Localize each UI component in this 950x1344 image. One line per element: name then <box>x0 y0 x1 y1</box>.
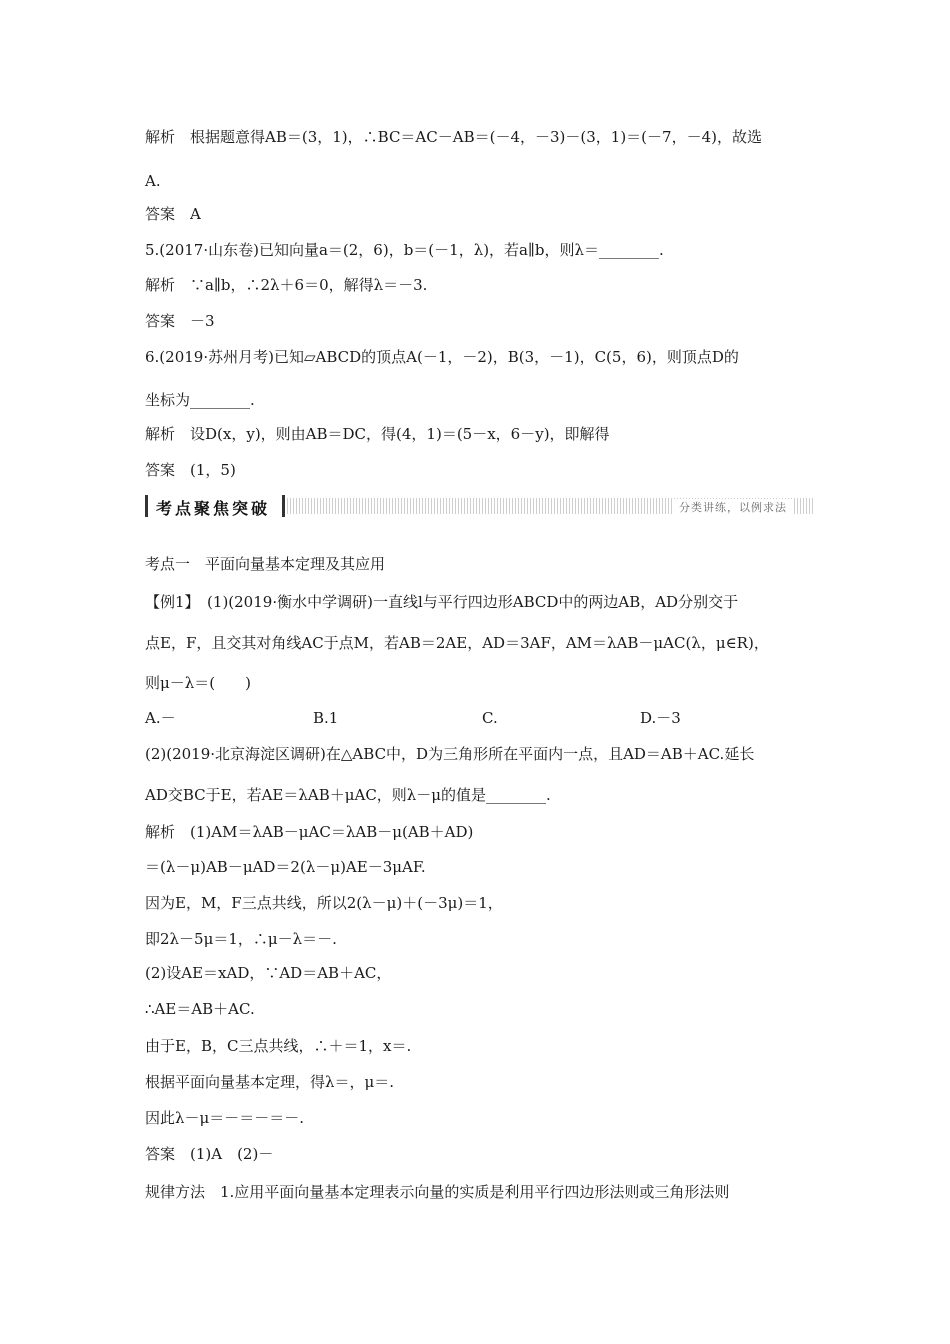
example-1-part-2-line-1: (2)(2019·北京海淀区调研)在△ABC中，D为三角形所在平面内一点，且AD＝AB＋AC.延长 <box>145 745 755 763</box>
answer-ex1: 答案 (1)A (2)－ <box>145 1145 274 1163</box>
section-banner-box <box>145 495 285 517</box>
solution-ex1-line-2: ＝(λ－μ)AB－μAD＝2(λ－μ)AE－3μAF. <box>145 858 426 876</box>
answer-5: 答案 －3 <box>145 312 215 330</box>
option-a: A.－ <box>145 709 176 727</box>
section-banner-subtitle: 分类讲练，以例求法 <box>673 499 793 515</box>
answer-6: 答案 (1，5) <box>145 461 236 479</box>
example-1-part-2-line-2: AD交BC于E，若AE＝λAB＋μAC，则λ－μ的值是________. <box>145 786 551 804</box>
solution-5: 解析 ∵a∥b，∴2λ＋6＝0，解得λ＝－3. <box>145 276 428 294</box>
example-1-line-3: 则μ－λ＝( ) <box>145 674 251 692</box>
answer-4: 答案 A <box>145 205 201 223</box>
example-1-line-2: 点E，F，且交其对角线AC于点M，若AB＝2AE，AD＝3AF，AM＝λAB－μAC(λ，μ∈R)， <box>145 634 769 652</box>
solution-ex1-line-7: 由于E，B，C三点共线，∴＋＝1，x＝. <box>145 1037 412 1055</box>
option-d: D.－3 <box>640 709 681 727</box>
problem-5: 5.(2017·山东卷)已知向量a＝(2，6)，b＝(－1，λ)，若a∥b，则λ＝________. <box>145 241 664 259</box>
problem-6-line-2: 坐标为________. <box>145 391 255 409</box>
solution-ex1-line-4: 即2λ－5μ＝1，∴μ－λ＝－. <box>145 930 337 948</box>
solution-6: 解析 设D(x，y)，则由AB＝DC，得(4，1)＝(5－x，6－y)，即解得 <box>145 425 610 443</box>
option-c: C. <box>482 709 498 727</box>
solution-ex1-line-1: 解析 (1)AM＝λAB－μAC＝λAB－μ(AB＋AD) <box>145 823 474 841</box>
topic-heading: 考点一 平面向量基本定理及其应用 <box>145 555 386 573</box>
section-banner-title: 考点聚焦突破 <box>156 499 271 518</box>
method-summary: 规律方法 1.应用平面向量基本定理表示向量的实质是利用平行四边形法则或三角形法则 <box>145 1183 730 1201</box>
solution-ex1-line-8: 根据平面向量基本定理，得λ＝，μ＝. <box>145 1073 395 1091</box>
solution-ex1-line-6: ∴AE＝AB＋AC. <box>145 1000 255 1018</box>
solution-ex1-line-9: 因此λ－μ＝－＝－＝－. <box>145 1109 305 1127</box>
solution-line-4-2: A. <box>145 172 161 190</box>
solution-line-4-1: 解析 根据题意得AB＝(3，1)，∴BC＝AC－AB＝(－4，－3)－(3，1)＝(－7，－4)，故选 <box>145 128 762 146</box>
problem-6-line-1: 6.(2019·苏州月考)已知▱ABCD的顶点A(－1，－2)，B(3，－1)，C(5，6)，则顶点D的 <box>145 348 739 366</box>
solution-ex1-line-3: 因为E，M，F三点共线，所以2(λ－μ)＋(－3μ)＝1， <box>145 894 503 912</box>
solution-ex1-line-5: (2)设AE＝xAD，∵AD＝AB＋AC， <box>145 964 392 982</box>
example-1-line-1: 【例1】 (1)(2019·衡水中学调研)一直线l与平行四边形ABCD中的两边AB，AD分别交于 <box>145 593 739 611</box>
option-b: B.1 <box>313 709 339 727</box>
section-banner <box>145 495 813 517</box>
